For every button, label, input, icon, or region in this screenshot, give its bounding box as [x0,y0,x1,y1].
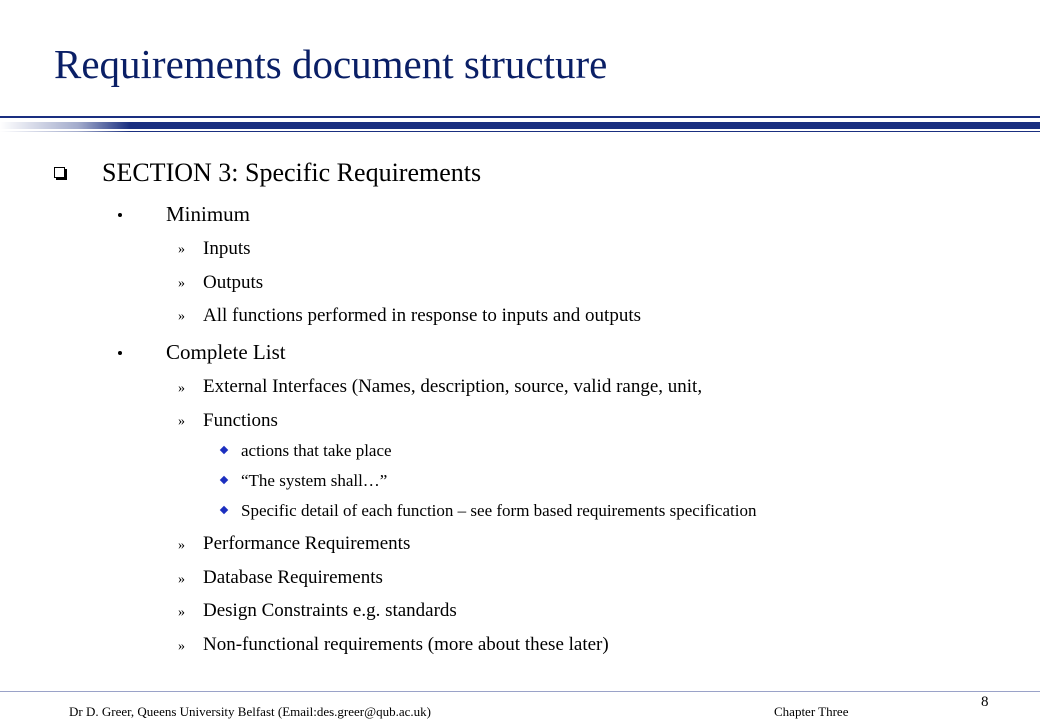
double-chevron-icon: » [178,381,185,396]
sub-list-item: “The system shall…” [241,471,388,490]
title-rule-underline [0,131,1040,132]
diamond-bullet-icon [220,476,228,484]
double-chevron-icon: » [178,414,185,429]
checkbox-square-icon [54,167,65,178]
footer-author: Dr D. Greer, Queens University Belfast (Email:des.greer@qub.ac.uk) [69,704,431,719]
title-rule-fade [0,121,130,132]
list-item: Non-functional requirements (more about these later) [203,634,609,655]
double-chevron-icon: » [178,309,185,324]
double-chevron-icon: » [178,639,185,654]
diamond-bullet-icon [220,506,228,514]
footer-chapter: Chapter Three [774,704,849,719]
section-heading: SECTION 3: Specific Requirements [102,158,482,187]
list-item: Performance Requirements [203,533,411,554]
list-item: Functions [203,410,278,431]
diamond-bullet-icon [220,446,228,454]
double-chevron-icon: » [178,572,185,587]
complete-list-label: Complete List [166,340,286,364]
title-rule-thin [0,116,1040,118]
dot-bullet-icon [118,351,122,355]
double-chevron-icon: » [178,242,185,257]
dot-bullet-icon [118,213,122,217]
list-item: External Interfaces (Names, description, source, valid range, unit, [203,376,703,397]
list-item: Database Requirements [203,567,383,588]
list-item: Design Constraints e.g. standards [203,600,457,621]
list-item: All functions performed in response to inputs and outputs [203,305,641,326]
double-chevron-icon: » [178,605,185,620]
list-item: Outputs [203,272,264,293]
list-item: Inputs [203,238,251,259]
sub-list-item: Specific detail of each function – see form based requirements specification [241,501,757,520]
footer-rule [0,691,1040,692]
page-number: 8 [981,694,989,710]
sub-list-item: actions that take place [241,441,392,460]
double-chevron-icon: » [178,538,185,553]
slide-title: Requirements document structure [54,41,608,87]
double-chevron-icon: » [178,276,185,291]
title-rule-thick [0,122,1040,129]
minimum-label: Minimum [166,202,251,226]
